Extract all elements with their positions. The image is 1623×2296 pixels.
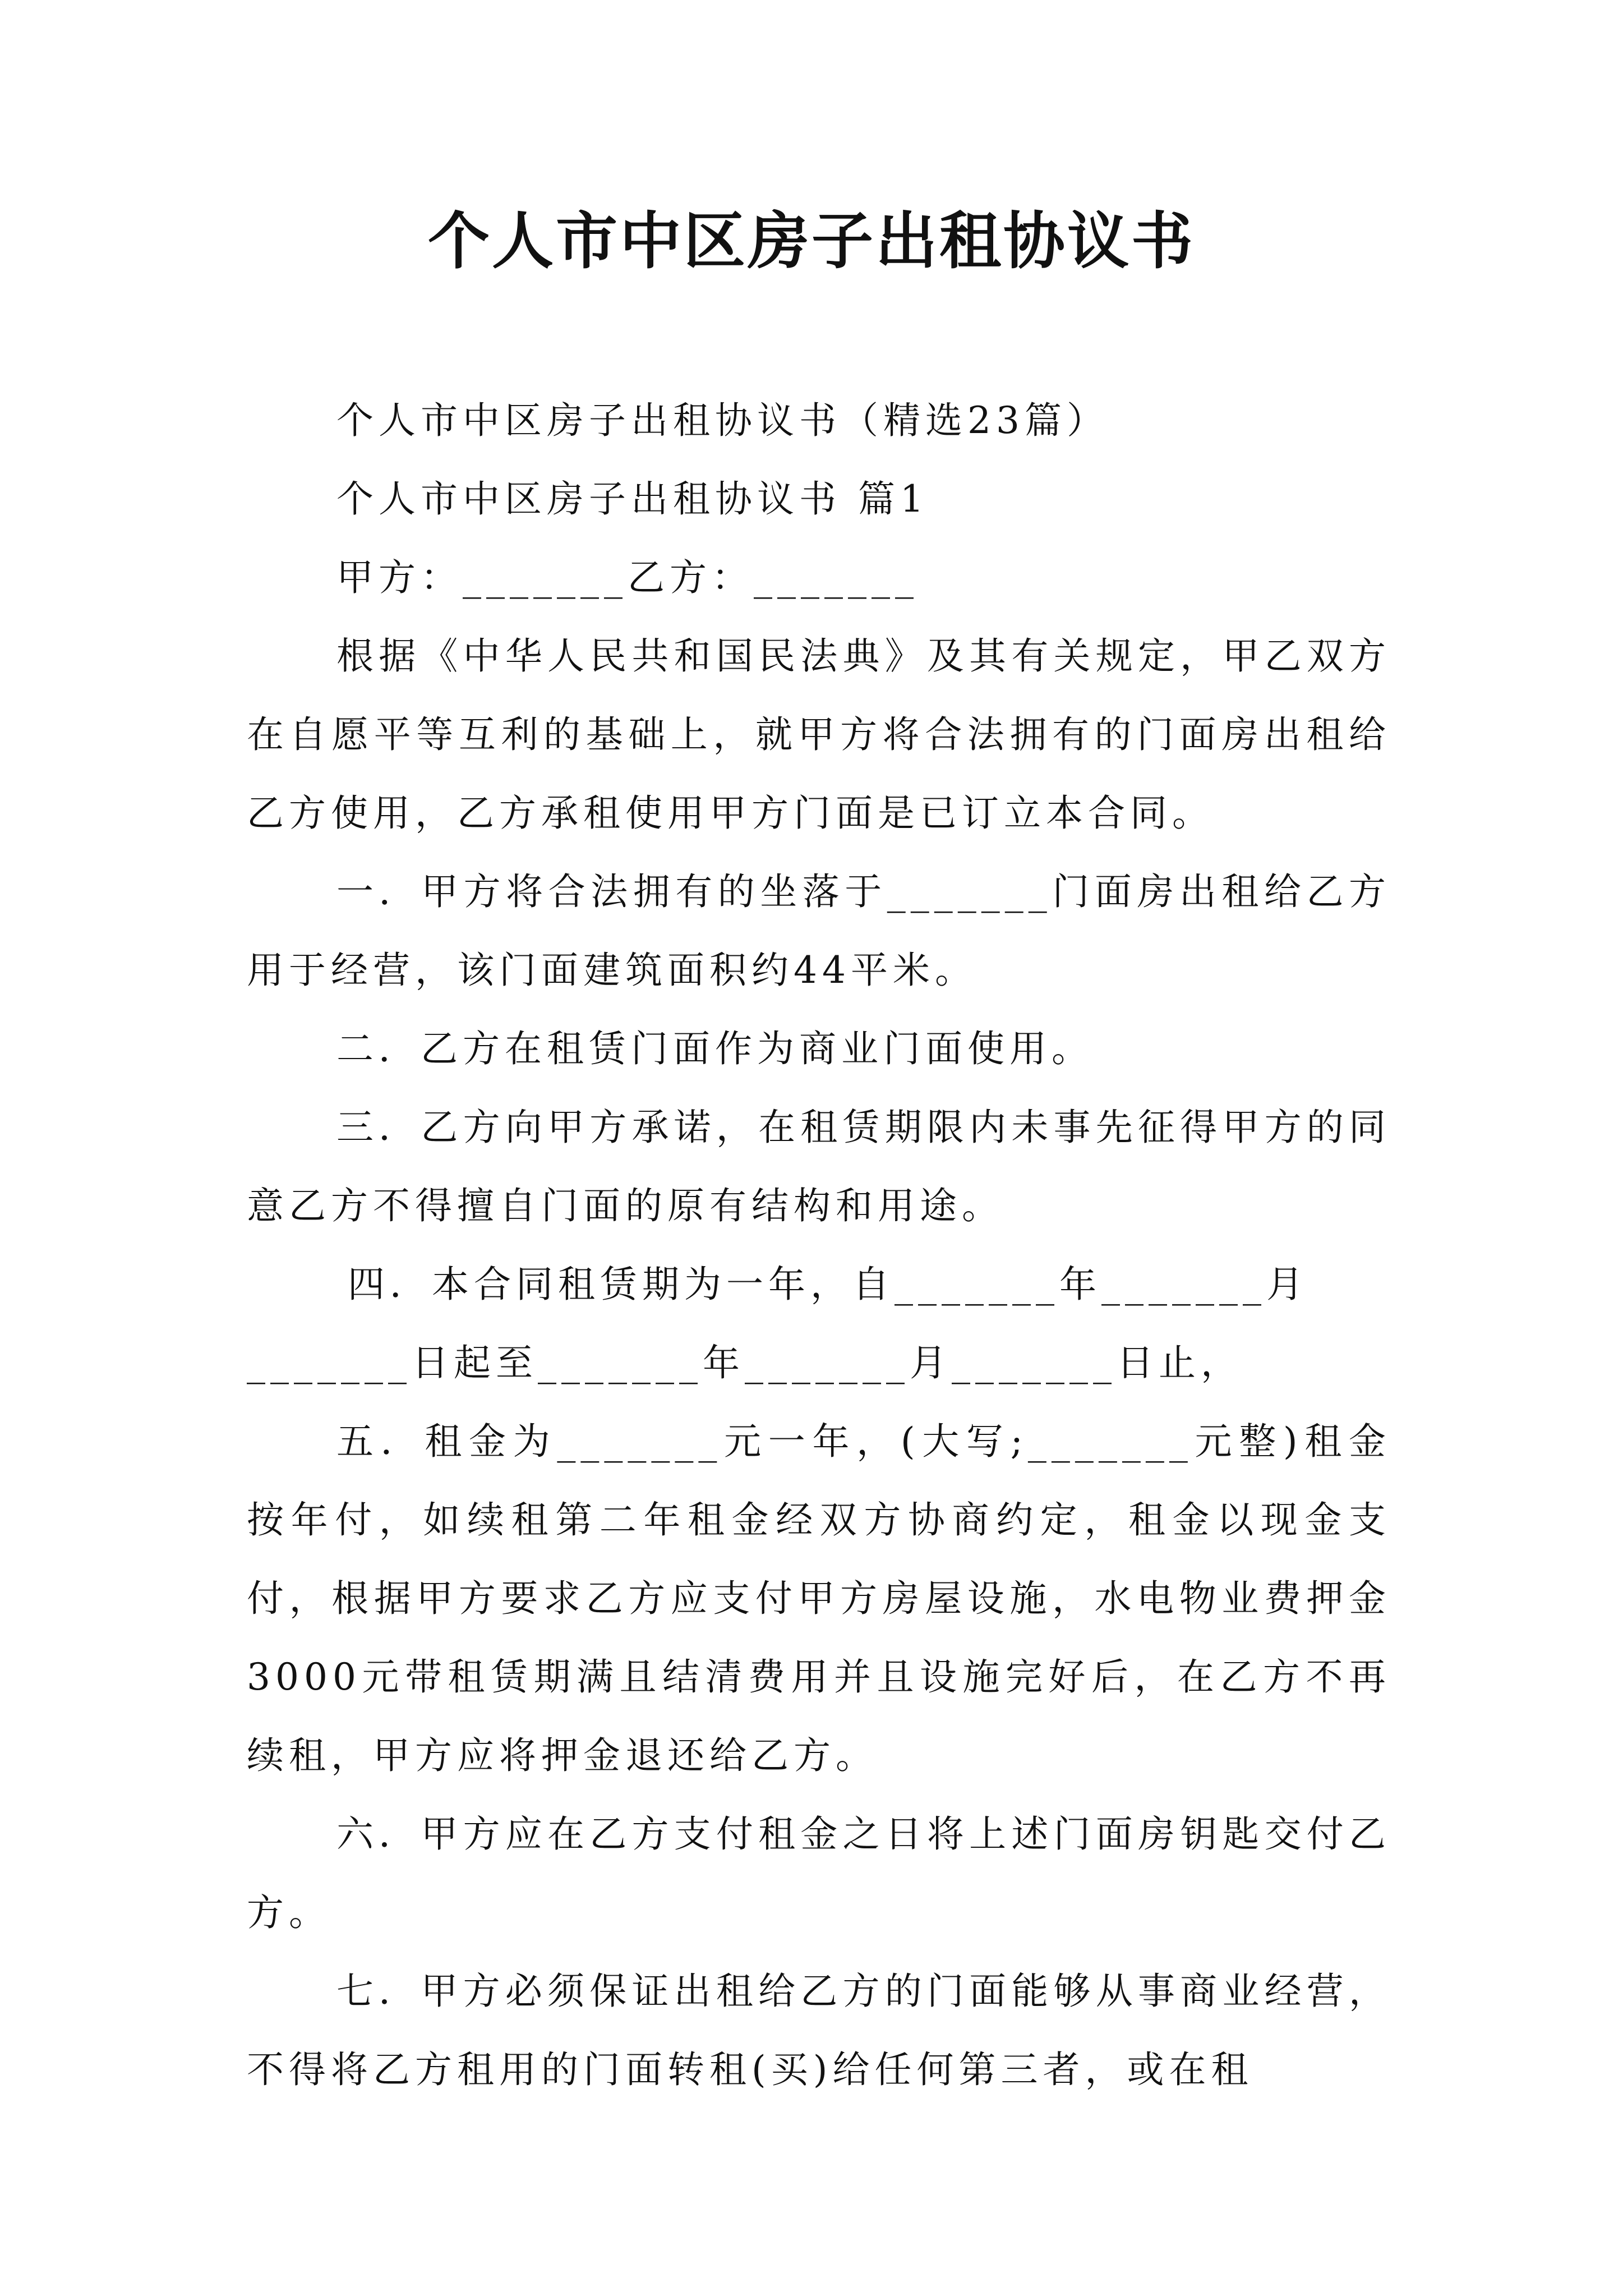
- parties-line: 甲方：_______乙方：_______: [336, 556, 919, 599]
- document-subtitle: 个人市中区房子出租协议书（精选23篇）: [336, 399, 1109, 442]
- section-heading: 个人市中区房子出租协议书 篇1: [336, 477, 929, 521]
- clause-2: 二．乙方在租赁门面作为商业门面使用。: [336, 1027, 1094, 1070]
- clause-7: 七．甲方必须保证出租给乙方的门面能够从事商业经营，不得将乙方租用的门面转租(买)给任何第三者，或在租: [247, 1970, 1391, 2091]
- clause-5: 五．租金为_______元一年，(大写;_______元整)租金按年付，如续租第二年租金经双方协商约定，租金以现金支付，根据甲方要求乙方应支付甲方房屋设施，水电物业费押金3000元带租赁期满且结清费用并且设施完好后，在乙方不再续租，甲方应将押金退还给乙方。: [247, 1420, 1391, 1777]
- document-body: [247, 381, 1391, 2109]
- clause-1: 一．甲方将合法拥有的坐落于_______门面房出租给乙方用于经营，该门面建筑面积约44平米。: [247, 870, 1391, 992]
- clause-4-line-1: 四．本合同租赁期为一年，自_______年_______月: [348, 1263, 1308, 1306]
- intro-paragraph: 根据《中华人民共和国民法典》及其有关规定，甲乙双方在自愿平等互利的基础上，就甲方将合法拥有的门面房出租给乙方使用，乙方承租使用甲方门面是已订立本合同。: [247, 634, 1391, 835]
- clause-6: 六．甲方应在乙方支付租金之日将上述门面房钥匙交付乙方。: [247, 1812, 1391, 1934]
- document-title: 个人市中区房子出租协议书: [428, 205, 1195, 277]
- clause-3: 三．乙方向甲方承诺，在租赁期限内未事先征得甲方的同意乙方不得擅自门面的原有结构和用途。: [247, 1106, 1391, 1227]
- clause-4-line-2: _______日起至_______年_______月_______日止，: [247, 1341, 1243, 1384]
